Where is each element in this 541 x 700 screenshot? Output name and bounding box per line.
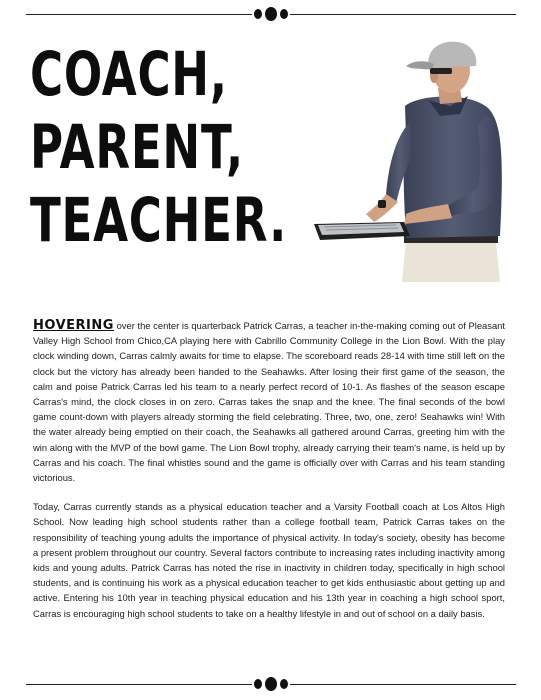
top-rule-right [290, 14, 516, 15]
top-rule-left [26, 14, 252, 15]
headline-line-parent: PARENT, [30, 112, 244, 183]
article-body [33, 318, 505, 635]
headline-line-teacher: TEACHER. [30, 185, 287, 256]
article-paragraph-1 [33, 318, 505, 485]
coach-photo [310, 36, 510, 282]
page-headline [30, 38, 287, 257]
lead-word: HOVERING [33, 318, 114, 333]
paragraph-1-text: over the center is quarterback Patrick Carras, a teacher in-the-making coming out of Pleasant Valley High School from Chico,CA playing here with Cabrillo Community College in the Lion Bowl. With the play clock winding down, Carras calmly awaits for time to elapse. The scoreboard reads 28-14 with time still left on the clock but the victory has already been handed to the Seahawks. After losing their first game of the season, the calm and poise Patrick Carras led his team to a nearly perfect record of 10-1. As flashes of the season escape Carras's mind, the clock closes in on zero. Carras takes the snap and the knee. The final seconds of the bowl game count-down with players already storming the field celebrating. Three, two, one, zero! Seahawks win! With the water already being emptied on their coach, the Seahawks all gathered around Carras, greeting him with the win along with the MVP of the bowl game. The Lion Bowl trophy, already carrying their team's name, is held up by Carras and his coach. The final whistles sound and the game is officially over with Carras and his team standing victorious. [33, 320, 505, 484]
bottom-rule-left [26, 684, 252, 685]
bottom-ornament-icon [252, 677, 290, 691]
headline-line-coach: COACH, [30, 39, 228, 110]
top-ornament-icon [252, 7, 290, 21]
article-paragraph-2: Today, Carras currently stands as a physical education teacher and a Varsity Football coach at Los Altos High School. Now leading high school students rather than a college football team, Patrick Carras takes on the responsibility of teaching young adults the importance of physical activity. In today's society, obesity has become a present problem throughout our country. Several factors contribute to increasing rates including inactivity among kids and young adults. Patrick Carras has noted the rise in inactivity in children today, specifically in high school students, and is continuing his work as a physical education teacher to get kids enthusiastic about getting up and active. Entering his 10th year in teaching physical education and his 13th year in coaching a high school sport, Carras is encouraging high school students to take on a healthy lifestyle in and out of school on a daily basis. [33, 501, 505, 619]
bottom-rule-right [290, 684, 516, 685]
